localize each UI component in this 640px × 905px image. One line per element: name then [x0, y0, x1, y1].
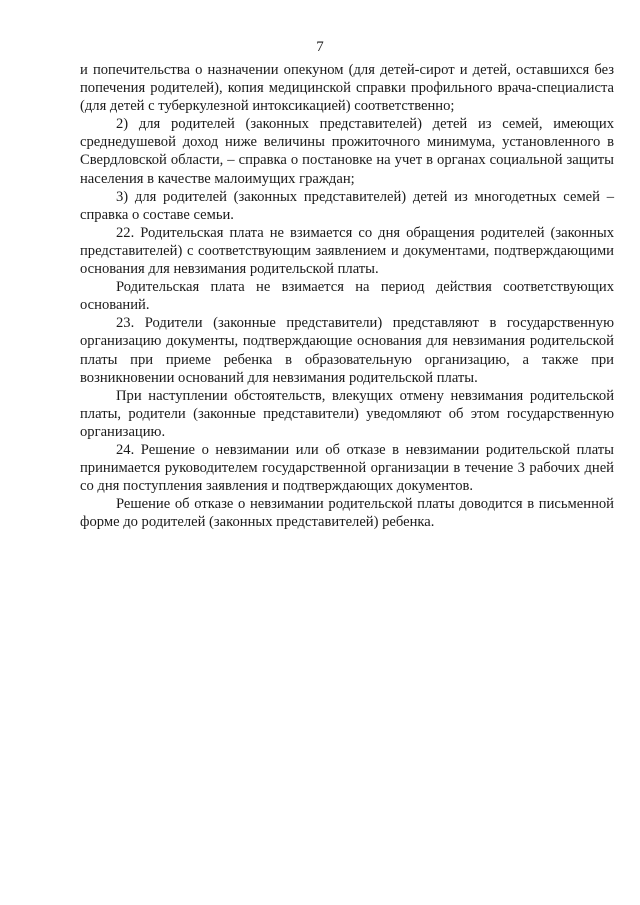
- page-number: 7: [316, 39, 324, 55]
- paragraph-item-23: 23. Родители (законные представители) представляют в государственную организацию документы, подтверждающие основания для невзимания родительской платы при приеме ребенка в образовательную организацию, а также при возникновении оснований для невзимания родительской платы.: [80, 315, 614, 386]
- paragraph-large-families: 3) для родителей (законных представителей) детей из многодетных семей – справка о составе семьи.: [80, 188, 614, 223]
- paragraph-guardianship-continuation: и попечительства о назначении опекуном (для детей-сирот и детей, оставшихся без попечения родителей), копия медицинской справки профильного врача-специалиста (для детей с туберкулезной интоксикацией) соответственно;: [80, 62, 614, 115]
- paragraph-low-income-families: 2) для родителей (законных представителей) детей из семей, имеющих среднедушевой доход ниже величины прожиточного минимума, установленного в Свердловской области, – справка о постановке на учет в органах социальной защиты населения в качестве малоимущих граждан;: [80, 116, 614, 187]
- document-body: [80, 61, 614, 531]
- paragraph-refusal-notice: Решение об отказе о невзимании родительской платы доводится в письменной форме до родителей (законных представителей) ребенка.: [80, 496, 614, 531]
- paragraph-item-22: 22. Родительская плата не взимается со дня обращения родителей (законных представителей) с соответствующим заявлением и документами, подтверждающими основания для невзимания родительской платы.: [80, 224, 614, 278]
- paragraph-fee-period: Родительская плата не взимается на период действия соответствующих оснований.: [80, 279, 614, 314]
- paragraph-circumstances-notice: При наступлении обстоятельств, влекущих отмену невзимания родительской платы, родители (законные представители) уведомляют об этом государственную организацию.: [80, 387, 614, 440]
- paragraph-item-24: 24. Решение о невзимании или об отказе в невзимании родительской платы принимается руководителем государственной организации в течение 3 рабочих дней со дня поступления заявления и подтверждающих документов.: [80, 441, 614, 495]
